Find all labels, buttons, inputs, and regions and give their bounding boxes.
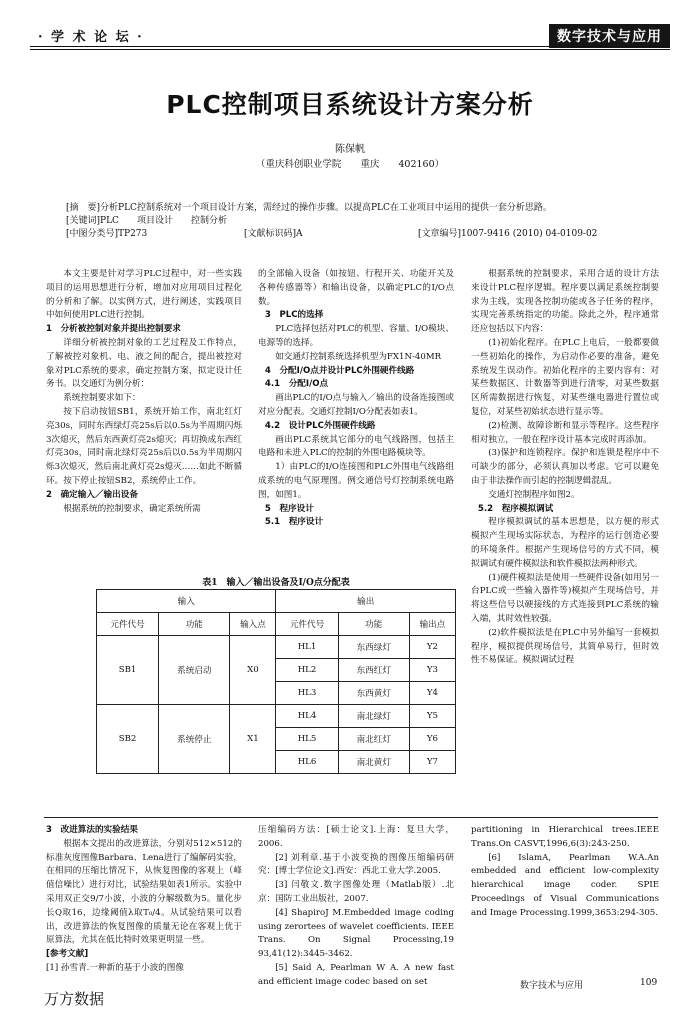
table-cell: Y7 [409, 751, 455, 774]
table-cell: 系统启动 [159, 636, 230, 705]
section-heading: 4 分配I/O点并设计PLC外围硬件线路 [264, 365, 415, 376]
table-cell: HL2 [276, 659, 338, 682]
table-col-header: 元件代号 [276, 613, 338, 636]
paragraph: 交通灯控制程序如图2。 [488, 489, 580, 500]
article-title: PLC控制项目系统设计方案分析 [166, 90, 534, 119]
table-input-header: 输入 [97, 590, 276, 613]
table-cell: Y5 [409, 705, 455, 728]
section-heading: 5.1 程序设计 [264, 517, 324, 528]
article-author: 陈保帆 [335, 144, 365, 155]
paragraph: (3)保护和连锁程序。保护和连锁是程序中不可缺少的部分，必须认真加以考虑。它可以避免由于非法操作而引起的控制逻辑混乱。 [471, 448, 659, 486]
table-cell: Y6 [409, 728, 455, 751]
table-col-header: 元件代号 [97, 613, 159, 636]
table-cell: 东西红灯 [338, 659, 409, 682]
paragraph: 画出PLC系统其它部分的电气线路图，包括主电路和未进入PLC的控制的外围电路模块等。 [258, 434, 454, 459]
table-cell: X0 [230, 636, 276, 705]
watermark: 万方数据 [44, 990, 105, 1008]
table-cell: 南北黄灯 [338, 751, 409, 774]
table-cell: Y3 [409, 659, 455, 682]
body-column-bottom-3 [471, 824, 659, 921]
io-allocation-table [96, 589, 456, 774]
body-column-bottom-1 [46, 824, 242, 976]
article-id: [文章编号]1007-9416 (2010) 04-0109-02 [418, 229, 598, 239]
paragraph: 根据系统的控制要求，确定系统所需 [63, 503, 201, 514]
paragraph: (2)检测、故障诊断和显示等程序。这些程序相对独立，一般在程序设计基本完成时再添加。 [471, 420, 659, 445]
section-divider [44, 817, 658, 818]
paragraph: 根据系统的控制要求，采用合适的设计方法来设计PLC程序逻辑。程序要以满足系统控制要求为主线，实现各控制功能或各子任务的程序，实现完善系统指定的功能。除此之外，程序通常还应包括以下内容： [471, 269, 659, 335]
table-cell: 东西黄灯 [338, 682, 409, 705]
table-cell: 东西绿灯 [338, 636, 409, 659]
body-column-1 [46, 268, 242, 516]
paragraph: 按下启动按钮SB1，系统开始工作，南北红灯亮30s，同时东西绿灯亮25s后以0.5s为半周期闪烁3次熄灭，然后东西黄灯亮2s熄灭；再切换成东西红灯亮30s，同时南北绿灯亮25s后以0.5s为半周期闪烁3次熄灭，然后南北黄灯亮2s熄灭……如此不断循环。按下停止按钮SB2，系统停止工作。 [46, 406, 242, 486]
table-caption: 表1 输入／输出设备及I/O点分配表 [202, 578, 350, 588]
table-cell: SB2 [97, 705, 159, 774]
paragraph: [1] 孙雪青.一种新的基于小波的图像 [46, 962, 184, 973]
paragraph: [2] 刘利章.基于小波变换的图像压缩编码研究：[博士学位论文].西安：西北工业大学.2005. [258, 852, 454, 877]
section-heading: 4.2 设计PLC外围硬件线路 [264, 420, 376, 431]
paragraph: 1）由PLC的I/O连接图和PLC外围电气线路组成系统的电气原理图。例交通信号灯控制系统电路图，如图1。 [258, 462, 454, 500]
table-cell: 系统停止 [159, 705, 230, 774]
paragraph: 详细分析被控制对象的工艺过程及工作特点，了解被控对象机、电、液之间的配合，提出被控对象对PLC系统的要求，确定控制方案，拟定设计任务书。以交通灯为例分析： [46, 337, 242, 390]
paragraph: [5] Said A, Pearlman W A. A new fast and efficient image codec based on set [258, 962, 454, 987]
paragraph: 系统控制要求如下： [63, 393, 141, 404]
paragraph: PLC选择包括对PLC的机型、容量、I/O模块、电源等的选择。 [258, 324, 454, 348]
table-cell: HL5 [276, 728, 338, 751]
section-heading: 2 确定输入／输出设备 [46, 489, 138, 500]
paragraph: [4] ShapiroJ M.Embedded image coding using zerortees of wavelet coefficients. IEEE Trans. On Signal Processing,19 93,41(12):3445-3462. [258, 907, 454, 960]
table-output-header: 输出 [276, 590, 456, 613]
paragraph: 程序模拟调试的基本思想是，以方便的形式模拟产生现场实际状态，为程序的运行创造必要的环境条件。根据产生现场信号的方式不同，模拟调试有硬件模拟法和软件模拟法两种形式。 [471, 517, 659, 569]
section-tag: · 学 术 论 坛 · [38, 30, 144, 45]
paragraph: [3] 闫敬文.数字图像处理（Matlab版）.北京：国防工业出版社，2007. [258, 880, 454, 904]
paragraph: [6] IslamA, Pearlman W.A.An embedded and efficient low-complexity hierarchical image coder. SPIE Proceedings of Visual Communications and Image Processing.1999,3653:294-305. [471, 852, 659, 918]
footer-journal: 数字技术与应用 [520, 981, 584, 991]
table-cell: HL6 [276, 751, 338, 774]
journal-banner: 数字技术与应用 [549, 24, 670, 48]
header-rule [30, 46, 670, 47]
table-cell: SB1 [97, 636, 159, 705]
section-heading: 3 改进算法的实验结果 [46, 825, 138, 835]
header-rule-thin [30, 49, 670, 50]
table-col-header: 输出点 [409, 613, 455, 636]
body-column-3 [471, 268, 659, 668]
keywords: [关键词]PLC 项目设计 控制分析 [66, 216, 227, 226]
paragraph: (2)软件模拟法是在PLC中另外编写一套模拟程序，模拟提供现场信号，其简单易行，但时效性不易保证。模拟调试过程 [471, 627, 659, 666]
table-cell: Y4 [409, 682, 455, 705]
table-cell: X1 [230, 705, 276, 774]
table-cell: HL3 [276, 682, 338, 705]
table-col-header: 功能 [338, 613, 409, 636]
section-heading: 3 PLC的选择 [264, 310, 324, 321]
section-heading: 5 程序设计 [264, 503, 314, 514]
section-heading: 5.2 程序模拟调试 [477, 503, 554, 514]
table-cell: HL1 [276, 636, 338, 659]
table-cell: HL4 [276, 705, 338, 728]
doc-code: [文献标识码]A [244, 229, 303, 239]
paragraph: partitioning in Hierarchical trees.IEEE Trans.On CASVT,1996,6(3):243-250. [471, 825, 659, 849]
class-number: [中图分类号]TP273 [66, 229, 148, 239]
table-cell: 南北绿灯 [338, 705, 409, 728]
section-heading: 1 分析被控制对象并提出控制要求 [46, 324, 181, 335]
section-heading: 4.1 分配I/O点 [264, 379, 329, 390]
body-column-bottom-2 [258, 824, 454, 990]
paragraph: 根据本文提出的改进算法，分别对512×512的标准灰度图像Barbara、Lena进行了编解码实验，在相同的压缩比情况下，从恢复图像的客观上（峰值信噪比）进行对比，试验结果如表1所示。实验中采用双正交9/7小波，小波的分解级数为5。量化步长Q取16，边缘阈值λ取T₀/4。从试验结果可以看出，改进算法的恢复图像的质量无论在客观上优于原算法，尤其在低比特时效果更明显一些。 [46, 838, 242, 946]
paragraph: (1)初始化程序。在PLC上电后，一般都要做一些初始化的操作，为启动作必要的准备，避免系统发生误动作。初始化程序的主要内容有：对某些数据区、计数器等到进行清零，对某些数据区所需数据进行恢复，对某些继电器进行置位或复位，对某些初始状态进行显示等。 [471, 337, 659, 417]
table-col-header: 功能 [159, 613, 230, 636]
article-affiliation: （重庆科创职业学院 重庆 402160） [255, 159, 445, 170]
paragraph: 的全部输入设备（如按钮、行程开关、功能开关及各种传感器等）和输出设备，以确定PLC的I/O点数。 [258, 269, 454, 307]
paragraph: 本文主要是针对学习PLC过程中，对一些实践项目的运用思想进行分析，增加对应用项目过程化的分析和了解。以实例方式，进行阐述，实践项目中如何使用PLC进行控制。 [46, 269, 242, 321]
section-heading: [参考文献] [46, 949, 89, 960]
paragraph: 压缩编码方法：[硕士论文].上海：复旦大学，2006. [258, 825, 454, 849]
table-cell: 南北红灯 [338, 728, 409, 751]
abstract: [摘 要]分析PLC控制系统对一个项目设计方案，需经过的操作步骤。以提高PLC在工业项目中运用的提供一套分析思路。 [66, 203, 552, 213]
table-cell: Y2 [409, 636, 455, 659]
paragraph: 画出PLC的I/O点与输入／输出的设备连接图或对应分配表。交通灯控制I/O分配表如表1。 [258, 393, 454, 417]
paragraph: 如交通灯控制系统选择机型为FX1N-40MR [275, 351, 442, 362]
paragraph: (1)硬件模拟法是使用一些硬件设备(如用另一台PLC或一些输入器件等)模拟产生现场信号，并将这些信号以硬接线的方式连接到PLC系统的输入端，其时效性较强。 [471, 572, 659, 624]
footer-page-number: 109 [640, 978, 658, 988]
table-col-header: 输入点 [230, 613, 276, 636]
body-column-2 [258, 268, 454, 530]
